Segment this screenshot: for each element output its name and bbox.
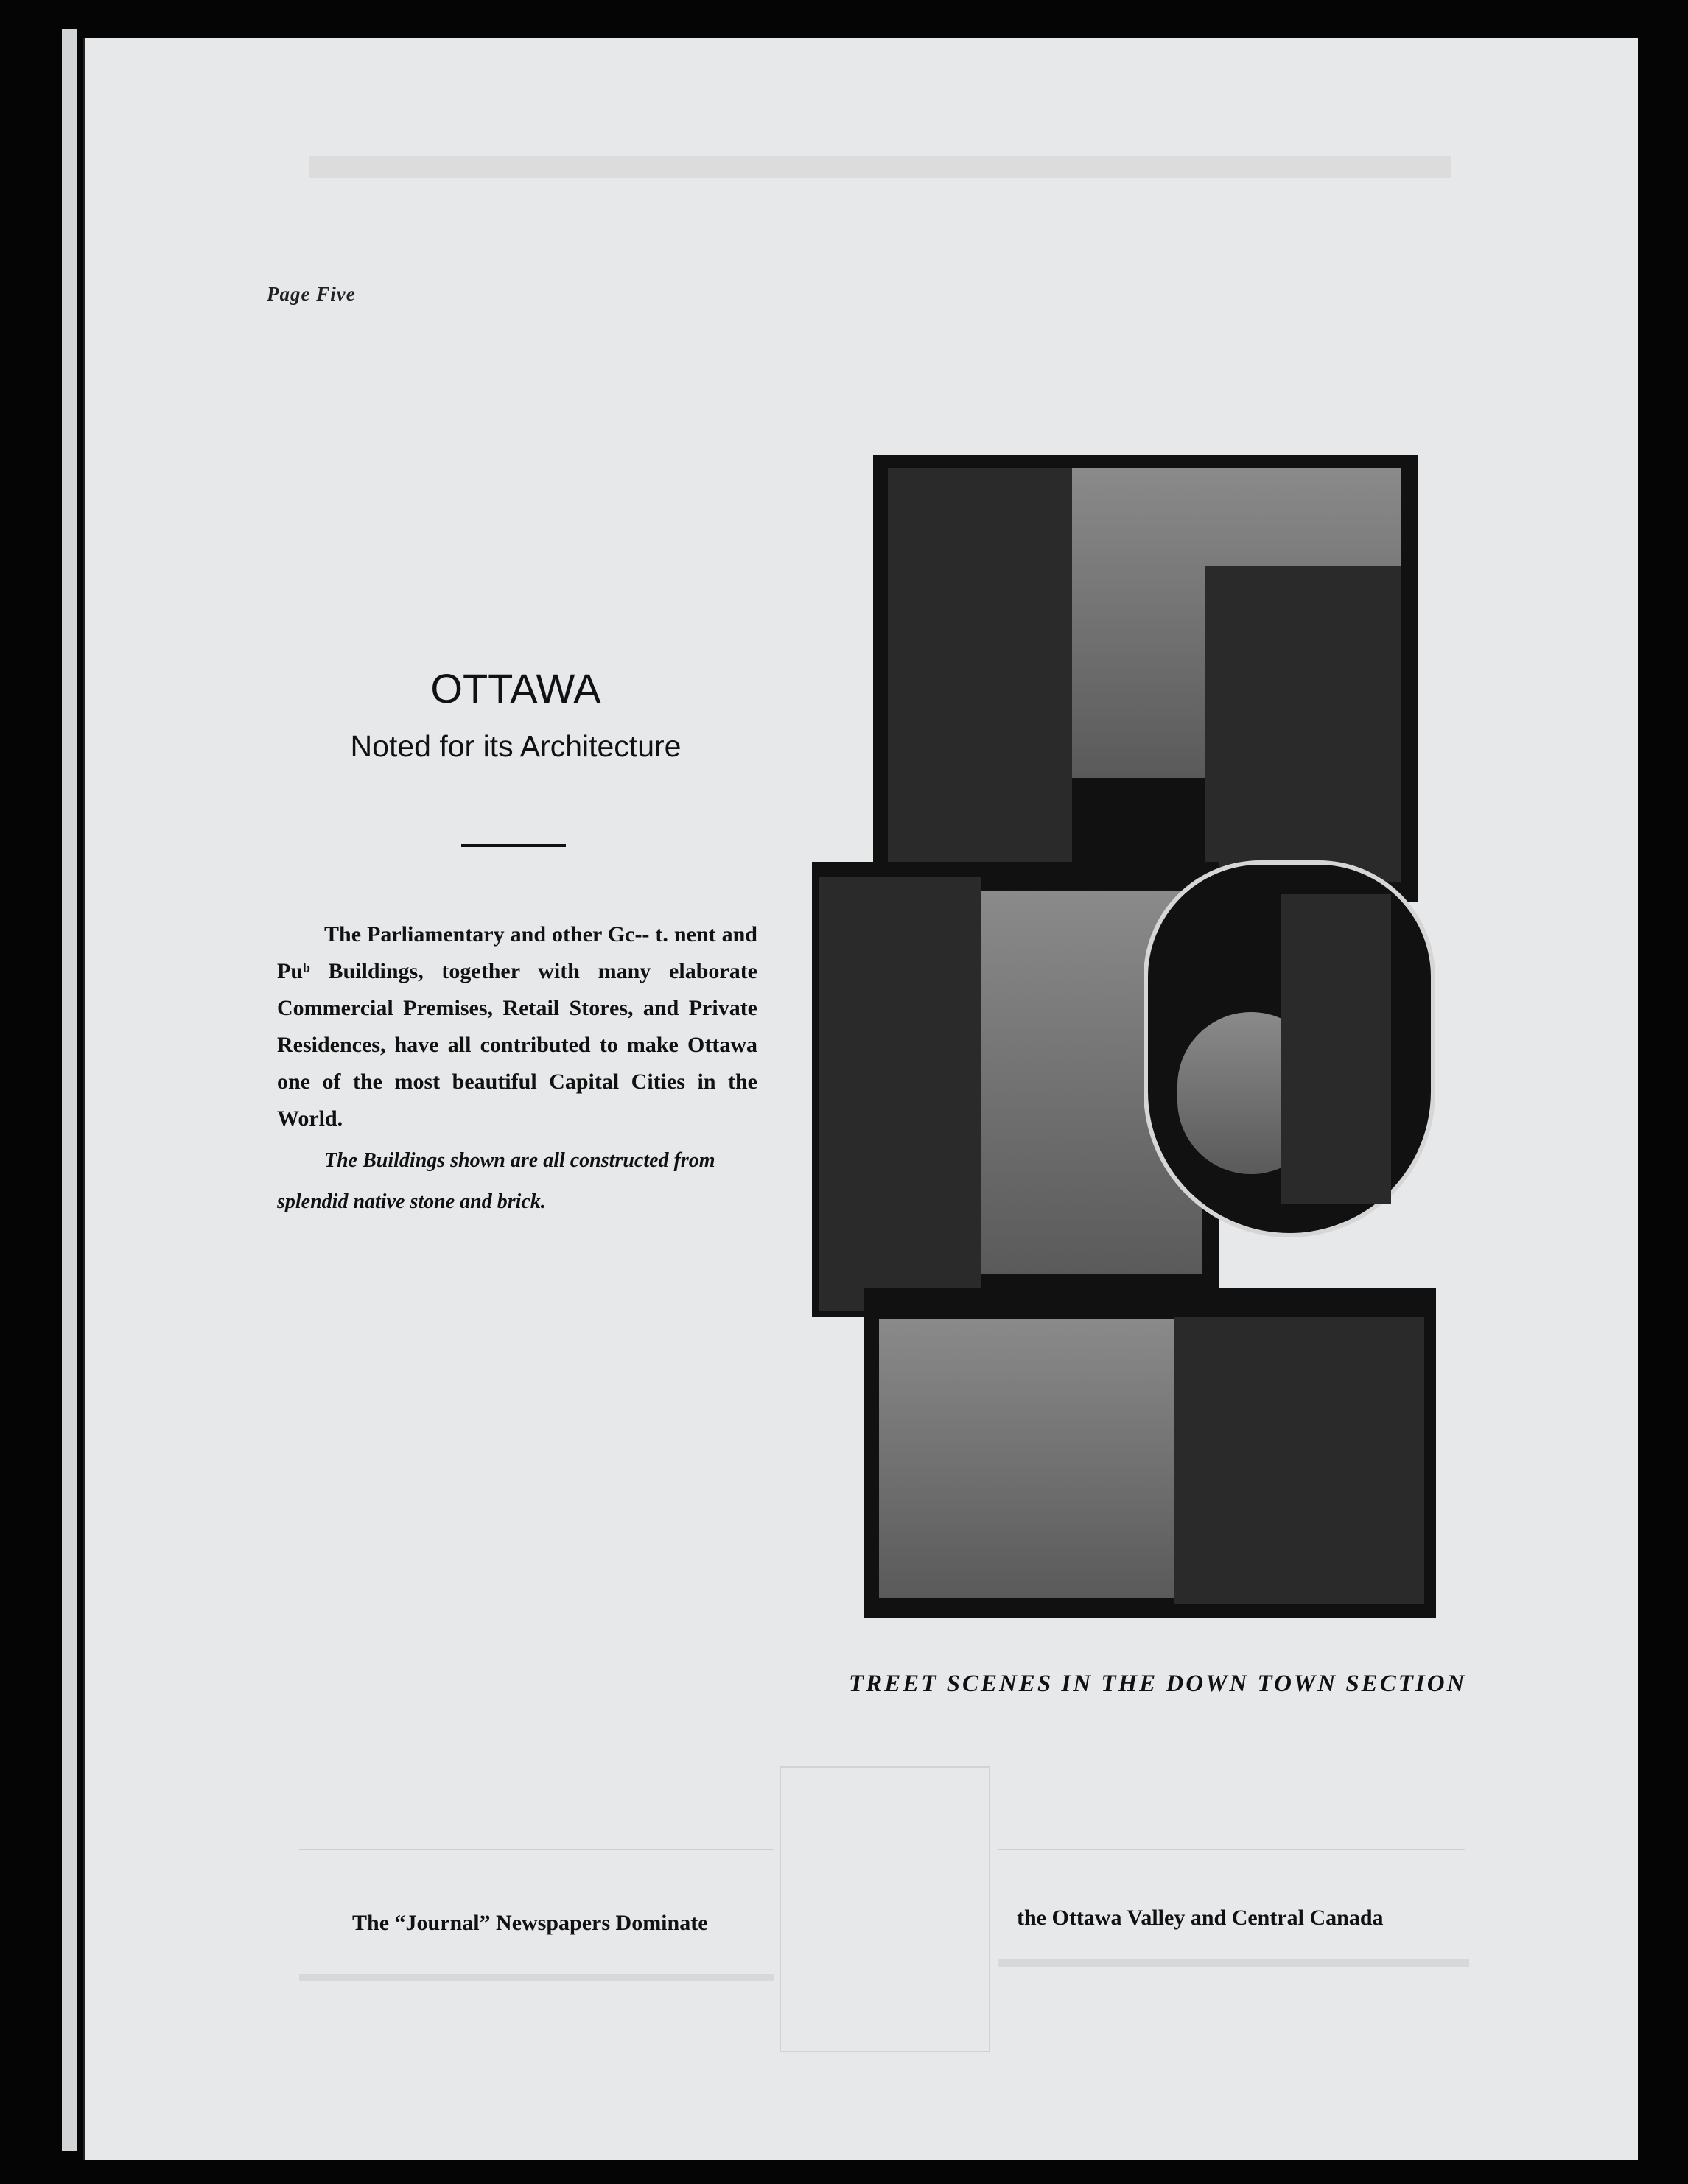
footer-rule-top-left [299, 1849, 774, 1850]
title-divider [461, 844, 566, 847]
footer-text-left: The “Journal” Newspapers Dominate [352, 1911, 708, 1935]
street-photo-oval [1144, 860, 1435, 1237]
footer-rule-bottom-right [998, 1959, 1469, 1967]
header-shade [309, 156, 1451, 178]
binding-spine [62, 29, 77, 2151]
page-title: OTTAWA [430, 665, 601, 712]
body-italic-paragraph: The Buildings shown are all constructed from splendid native stone and brick. [277, 1149, 715, 1213]
photo-caption: TREET SCENES IN THE DOWN TOWN SECTION [849, 1671, 1467, 1697]
footer-rule-top-right [998, 1849, 1465, 1850]
page-number: Page Five [267, 283, 356, 305]
street-photo-bottom [864, 1288, 1436, 1618]
footer-rule-bottom-left [299, 1974, 774, 1981]
page-subtitle: Noted for its Architecture [350, 729, 682, 763]
body-paragraph: The Parliamentary and other Gc-- t. nent and Puᵇ Buildings, together with many elaborate Commercial Premises, Retail Stores, and Private Residences, have all contributed to make Ottawa one of the most beautiful Capital Cities in the World. [277, 922, 757, 1131]
journal-building-watermark [780, 1766, 990, 2052]
footer-text-right: the Ottawa Valley and Central Canada [1017, 1906, 1384, 1930]
street-photo-top [873, 455, 1418, 902]
